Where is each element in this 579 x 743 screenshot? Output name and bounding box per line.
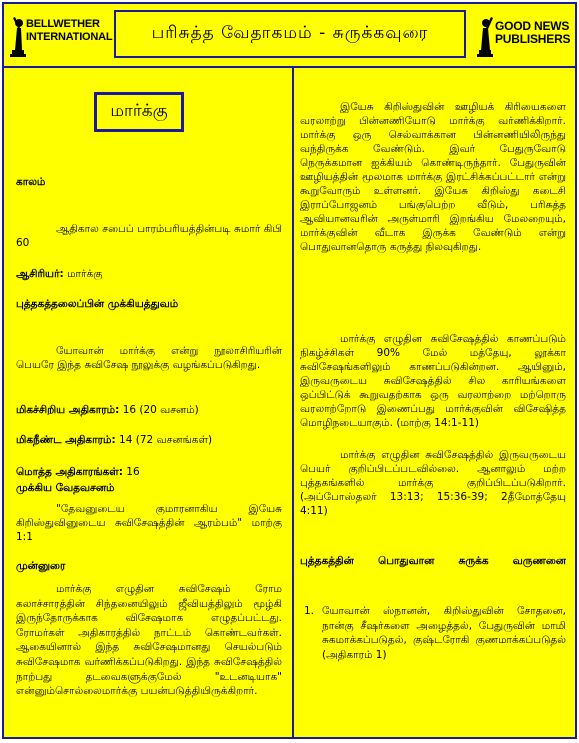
period-label: காலம் (16, 176, 46, 188)
shortest-chapter-label: மிகச்சிறிய அதிகாரம்: (16, 404, 120, 416)
header (4, 4, 575, 68)
longest-chapter-value: 14 (72 வசனங்கள்) (119, 434, 213, 446)
bellwether-logo-text (26, 18, 112, 44)
author-value: மார்க்கு (67, 268, 103, 280)
right-paragraph-1: இயேசு கிறிஸ்துவின் ஊழியக் கிரியைகளை வரலாற்று பின்னணியோடு மார்க்கு வர்ணிக்கிறார். மார்க்கு ஒரு செல்வாக்கான பின்னணியிலிருந்து வந்திருக்க வேண்டும். இவர் பேதுருவோடு நெருக்கமான ஐக்கியம் கொண்டிருந்தார். பேதுருவின் ஊழியத்தின் மூலமாக மார்க்கு இரட்சிக்கப்பட்டார் என்று கூறுவோரும் உள்ளனர். இயேசு கிறிஸ்து கடைசி இராப்போஜனம் பங்குபெற்ற வீடும், பரிசுத்த ஆவியானவரின் அருள்மாரி இறங்கிய மேலறையும், மார்க்குவின் வீடாக இருக்க வேண்டும் என்று பொதுவானதொரு கருத்து நிலவுகிறது. (300, 101, 566, 253)
page-title: பரிசுத்த வேதாகமம் - சுருக்கவுரை (151, 23, 429, 43)
introduction-text: மார்க்கு எழுதின சுவிசேஷம் ரோம கலாச்சாரத்தின் சிந்தனையிலும் ஜீவியத்திலும் மூழ்கி இருந்தோருக்காக விசேஷமாக எழுதப்பட்டது. ரோமர்கள் அதிகாரத்தில் நாட்டம் கொண்டவர்கள். ஆகையினால் இந்த சுவிசேஷமானது செயல்படும் சுவிசேஷமாக வர்ணிக்கப்படுகிறது. இந்த சுவிசேஷத்தில் நாற்பது தடவைகளுக்குமேல் "உடனடியாக" என்னும்சொல்லைமார்க்கு பயன்படுத்தியிருக்கிறார். (16, 583, 282, 698)
good-news-logo-text (495, 20, 570, 46)
summary-label: புத்தகத்தின் பொதுவான சுருக்க வருணனை (300, 555, 566, 567)
right-paragraph-3-main: மார்க்கு எழுதின சுவிசேஷத்தில் இருவருடைய பெயர் குறிப்பிடப்படவில்லை. ஆனாலும் மற்ற புத்தகங்களில் மார்க்கு குறிப்பிடப்படுகிறார். (300, 449, 566, 489)
column-divider (292, 66, 294, 737)
shortest-chapter-value: 16 (20 வசனம்) (122, 404, 199, 416)
importance-label: புத்தகத்தலைப்பின் முக்கியத்துவம் (16, 298, 179, 310)
scripture-references: (அப்போஸ்தலர் 13:13; 15:36-39; 2தீமோத்தேயு 4:11) (300, 491, 566, 517)
total-chapters-label: மொத்த அதிகாரங்கள்: (16, 466, 123, 478)
importance-text: யோவான் மார்க்கு என்று நூலாசிரியரின் பெயரே இந்த சுவிசேஷ நூலுக்கு வழங்கப்படுகிறது. (16, 345, 282, 371)
total-chapters-value: 16 (126, 466, 140, 478)
book-title-box (94, 92, 184, 132)
bellwether-logo-line2: INTERNATIONAL (26, 31, 113, 43)
shortest-chapter-row (16, 404, 199, 417)
good-news-logo (475, 8, 573, 62)
summary-list-text: யோவான் ஸ்நானன், கிறிஸ்துவின் சோதனை, நான்கு சீஷர்களை அழைத்தல், பேதுருவின் மாமி சுகமாக்கப்படுதல், குஷ்டரோகி குணமாக்கப்படுதல் (அதிகாரம் 1) (322, 605, 566, 661)
introduction-label: முன்னுரை (16, 560, 66, 572)
good-news-logo-line1: GOOD NEWS (495, 19, 570, 33)
longest-chapter-label: மிகநீண்ட அதிகாரம்: (16, 434, 116, 446)
key-verse-text: "தேவனுடைய குமாரனாகிய இயேசு கிறிஸ்துவினுடைய சுவிசேஷத்தின் ஆரம்பம்" மாற்கு 1:1 (16, 503, 282, 543)
page (2, 2, 577, 739)
key-verse-label: முக்கிய வேதவசனம் (16, 482, 115, 494)
longest-chapter-row (16, 434, 212, 447)
page-title-box (114, 10, 466, 58)
bellwether-logo (6, 8, 113, 62)
shepherd-figure-icon (477, 14, 493, 58)
summary-list-item (300, 604, 566, 662)
bellwether-logo-line1: BELLWETHER (26, 18, 100, 30)
total-chapters-row (16, 466, 140, 479)
period-text: ஆதிகால சபைப் பாரம்பரியத்தின்படி சுமார் கிபி 60 (16, 223, 282, 249)
summary-list-number: 1. (304, 605, 315, 617)
book-title: மார்க்கு (110, 101, 168, 121)
author-row (16, 268, 103, 281)
good-news-logo-line2: PUBLISHERS (495, 32, 571, 46)
author-label: ஆசிரியர்: (16, 268, 64, 280)
shepherd-figure-icon (10, 14, 26, 58)
right-paragraph-3 (300, 448, 566, 518)
right-paragraph-2: மார்க்கு எழுதின சுவிசேஷத்தில் காணப்படும் நிகழ்ச்சிகள் 90% மேல் மத்தேயு, லூக்கா சுவிசேஷங்களிலும் காணப்படுகின்றன. ஆயினும், இருவருடைய சுவிசேஷத்தில் சில காரியங்களை ஒப்பிட்டுக் கூறுவதற்காக ஒரு வரலாற்றை மற்றொரு வரலாற்றோடு இணைப்பது மார்க்குவின் விசேஷித்த மொழிநடையாகும். (மாற்கு 14:1-11) (300, 333, 566, 429)
